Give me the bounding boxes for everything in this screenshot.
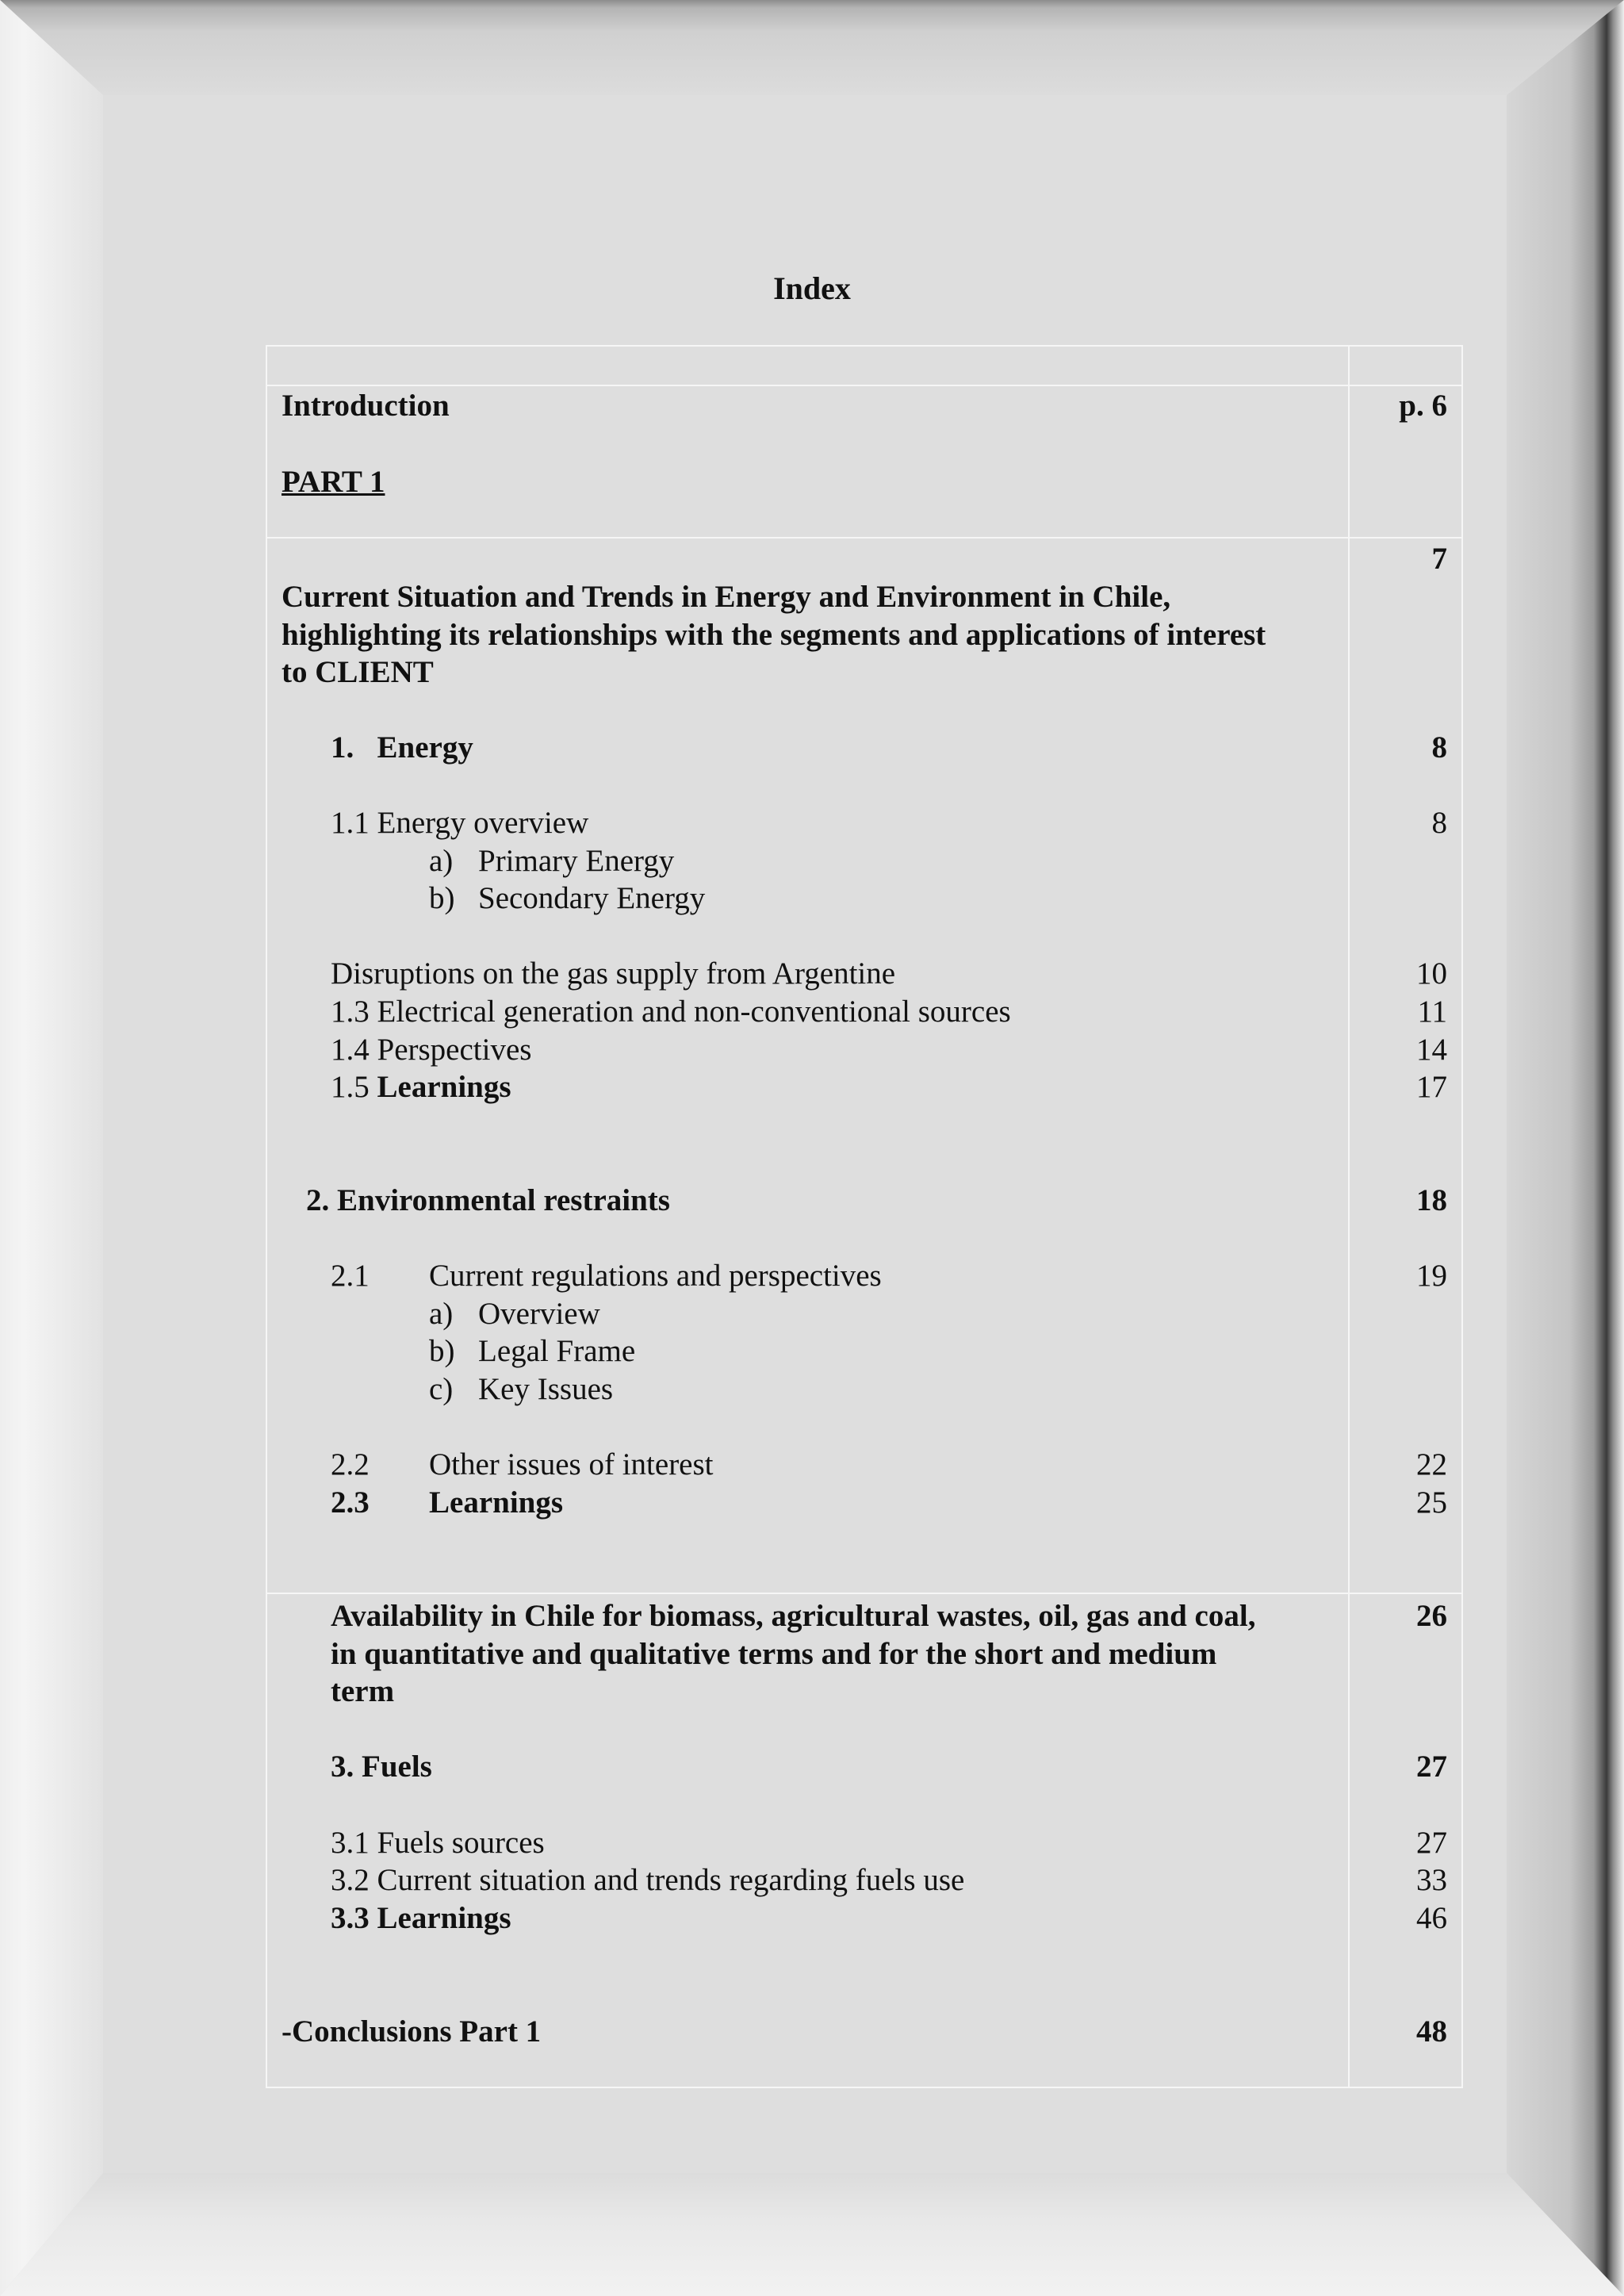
toc-entry-key-issues: Key Issues <box>478 1372 614 1406</box>
toc-entry-number: 1.5 <box>331 1070 377 1104</box>
toc-marker: b) <box>429 881 455 915</box>
toc-entry-overview: Overview <box>478 1297 600 1331</box>
table-row-divider <box>266 1593 1463 1594</box>
toc-section-heading-line: highlighting its relationships with the segments and applications of interest <box>282 618 1266 652</box>
toc-entry-energy: 1. Energy <box>331 730 473 765</box>
toc-page-learnings-1-5: 17 <box>1416 1070 1447 1104</box>
toc-section-heading-line: term <box>331 1674 395 1708</box>
toc-marker: a) <box>429 1297 454 1331</box>
toc-entry-number: 2.3 <box>331 1485 370 1520</box>
toc-page-learnings-3-3: 46 <box>1416 1901 1447 1935</box>
toc-marker: c) <box>429 1372 454 1406</box>
toc-page-fuel-sources: 27 <box>1416 1826 1447 1860</box>
toc-section-heading-line: to CLIENT <box>282 655 434 689</box>
toc-page-fuels: 27 <box>1416 1750 1447 1784</box>
toc-page-introduction: p. 6 <box>1399 389 1447 423</box>
toc-entry-gas-disruptions: Disruptions on the gas supply from Argentine <box>331 956 896 991</box>
toc-page-section-intro: 7 <box>1431 542 1447 576</box>
toc-entry-other-issues: Other issues of interest <box>429 1447 714 1481</box>
toc-page-availability: 26 <box>1416 1599 1447 1633</box>
toc-entry-primary-energy: Primary Energy <box>478 844 675 878</box>
toc-section-heading-line: in quantitative and qualitative terms and for the short and medium <box>331 1637 1217 1671</box>
toc-entry-electrical-generation: 1.3 Electrical generation and non-conventional sources <box>331 995 1011 1029</box>
toc-page-conclusions: 48 <box>1416 2014 1447 2049</box>
toc-entry-label: Learnings <box>377 1070 511 1104</box>
toc-entry-introduction: Introduction <box>282 389 450 423</box>
toc-entry-perspectives: 1.4 Perspectives <box>331 1033 532 1067</box>
table-column-divider <box>1348 345 1350 2088</box>
toc-section-heading-line: Current Situation and Trends in Energy and Environment in Chile, <box>282 580 1171 614</box>
toc-page-current-regulations: 19 <box>1416 1259 1447 1293</box>
toc-entry-fuel-trends: 3.2 Current situation and trends regarding fuels use <box>331 1863 965 1897</box>
toc-entry-number: 2.1 <box>331 1259 370 1293</box>
toc-page-learnings-2-3: 25 <box>1416 1485 1447 1520</box>
toc-page-electrical-generation: 11 <box>1417 995 1447 1029</box>
toc-entry-legal-frame: Legal Frame <box>478 1334 636 1368</box>
toc-part-heading: PART 1 <box>282 465 385 499</box>
toc-entry-conclusions: -Conclusions Part 1 <box>282 2014 542 2049</box>
toc-page-fuel-trends: 33 <box>1416 1863 1447 1897</box>
toc-entry-learnings-3-3: 3.3 Learnings <box>331 1901 511 1935</box>
table-row-divider <box>266 537 1463 539</box>
toc-entry-current-regulations: Current regulations and perspectives <box>429 1259 882 1293</box>
toc-entry-fuel-sources: 3.1 Fuels sources <box>331 1826 545 1860</box>
toc-section-heading-line: Availability in Chile for biomass, agricultural wastes, oil, gas and coal, <box>331 1599 1256 1633</box>
toc-entry-secondary-energy: Secondary Energy <box>478 881 706 915</box>
toc-entry-learnings-2-3: Learnings <box>429 1485 564 1520</box>
toc-page-env-restraints: 18 <box>1416 1183 1447 1217</box>
toc-page-energy-overview: 8 <box>1431 806 1447 840</box>
toc-page-energy: 8 <box>1431 730 1447 765</box>
toc-entry-learnings-1-5 <box>331 1068 511 1106</box>
toc-marker: a) <box>429 844 454 878</box>
toc-marker: b) <box>429 1334 455 1368</box>
table-row-divider <box>266 385 1463 386</box>
toc-entry-number: 2.2 <box>331 1447 370 1481</box>
toc-page-perspectives: 14 <box>1416 1033 1447 1067</box>
toc-page-gas-disruptions: 10 <box>1416 956 1447 991</box>
toc-page-other-issues: 22 <box>1416 1447 1447 1481</box>
toc-entry-energy-overview: 1.1 Energy overview <box>331 806 589 840</box>
toc-entry-env-restraints: 2. Environmental restraints <box>306 1183 670 1217</box>
index-title: Index <box>773 270 851 306</box>
toc-entry-fuels: 3. Fuels <box>331 1750 432 1784</box>
